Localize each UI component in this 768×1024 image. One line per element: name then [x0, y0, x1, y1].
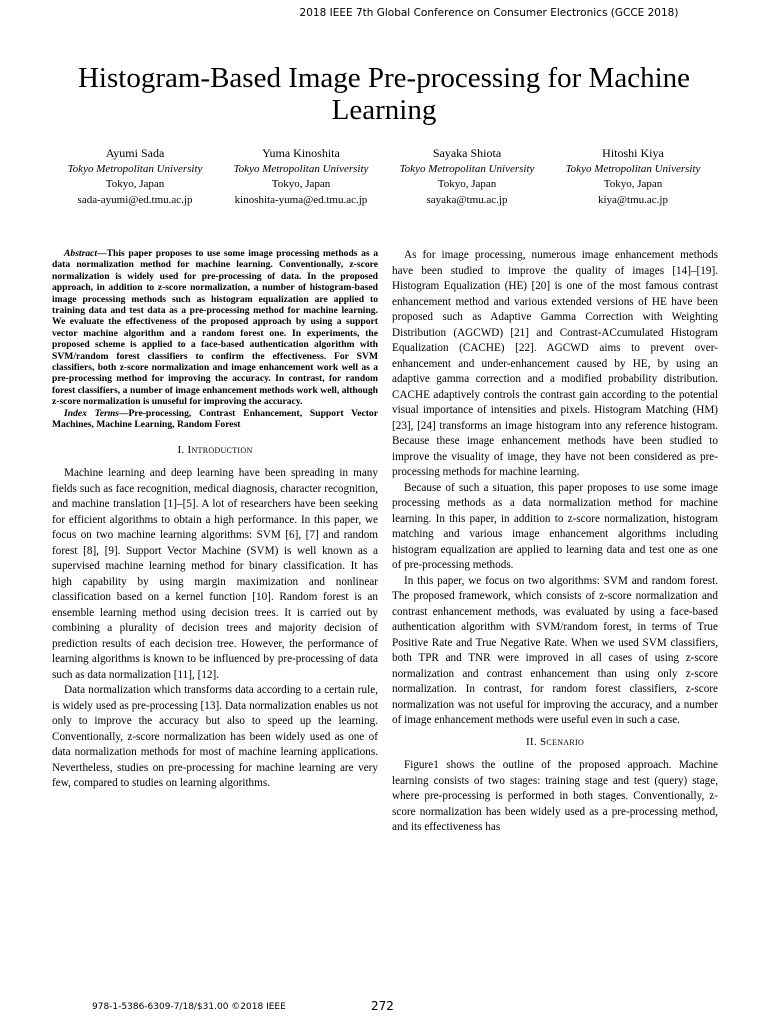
author-location: Tokyo, Japan [437, 178, 497, 190]
abstract-label: Abstract [64, 248, 98, 259]
abstract [52, 248, 378, 408]
author-name: Sayaka Shiota [432, 146, 502, 160]
paragraph: As for image processing, numerous image enhancement methods have been studied to improve the quality of images [14]–[19]. Histogram Equalization (HE) [20] is one of the most famous contrast enhancement method and various extended versions of HE have been proposed such as Adaptive Gamma Correction with Weighting Distribution (AGCWD) [21] and Contrast-ACcumulated Histogram Equalization (CACHE) [22]. AGCWD aims to prevent over-enhancement and under-enhancement caused by HE, by using an adaptive gamma correction and a modified probability distribution. CACHE adaptively controls the contrast gain according to the potential visual importance of intensities and pixels. Histogram Matching (HM) [23], [24] transforms an image histogram into any reference histogram. Because these image enhancement methods have been studied to improve the visuality of image, they have not been considered as pre-processing methods for machine learning. [392, 249, 718, 478]
paragraph: Figure1 shows the outline of the proposed approach. Machine learning consists of two stages: training stage and test (query) stage, where pre-processing is performed in both stages. Conventionally, z-score normalization has been widely used as a pre-processing method, and its effectiveness has [392, 759, 718, 833]
paper-title: Histogram-Based Image Pre-processing for Machine Learning [77, 62, 691, 126]
author-1 [52, 146, 218, 208]
author-location: Tokyo, Japan [105, 178, 165, 190]
abstract-text: —This paper proposes to use some image processing methods as a data normalization method for machine learning. Conventionally, z-score normalization is widely used for pre-processing of data. In the proposed approach, in addition to z-score normalization, a number of histogram-based image processing methods such as histogram equalization are applied to training data and test data as a pre-processing method for machine learning. We evaluate the effectiveness of the proposed approach by using a support vector machine algorithm and a random forest one. In experiments, the proposed scheme is applied to a face-based authentication algorithm with SVM/random forest classifiers to confirm the effectiveness. For SVM classifiers, both z-score normalization and image enhancement work well as a pre-processing method for improving the accuracy. In contrast, for random forest classifiers, a number of image enhancement methods work well, although z-score normalization is unuseful for improving the accuracy. [52, 248, 378, 408]
author-affiliation: Tokyo Metropolitan University [565, 162, 701, 175]
left-column [52, 248, 378, 792]
author-block [52, 146, 716, 208]
index-terms-label: Index Terms [64, 407, 119, 419]
author-location: Tokyo, Japan [603, 178, 663, 190]
section-title: Introduction [187, 443, 253, 456]
section-number: II. [525, 735, 540, 748]
conference-header: 2018 IEEE 7th Global Conference on Consumer Electronics (GCCE 2018) [299, 7, 679, 19]
index-terms [52, 408, 378, 431]
index-terms-text: —Pre-processing, Contrast Enhancement, Support Vector Machines, Machine Learning, Random Forest [52, 407, 378, 431]
author-affiliation: Tokyo Metropolitan University [67, 162, 203, 175]
section-title: Scenario [539, 735, 585, 748]
page-number: 272 [371, 999, 394, 1013]
author-email: kinoshita-yuma@ed.tmu.ac.jp [234, 193, 368, 206]
section-number: I. [177, 443, 188, 456]
author-name: Yuma Kinoshita [262, 146, 340, 160]
author-affiliation: Tokyo Metropolitan University [233, 162, 369, 175]
author-email: sayaka@tmu.ac.jp [426, 193, 508, 206]
author-location: Tokyo, Japan [271, 178, 331, 190]
author-name: Ayumi Sada [105, 146, 165, 160]
author-2 [218, 146, 384, 208]
paragraph: Data normalization which transforms data according to a certain rule, is widely used as pre-processing [13]. Data normalization enables us not only to improve the accuracy but also to speed up the learning. Conventionally, z-score normalization has been widely used as one of data normalization methods for most of machine learning applications. Nevertheless, studies on pre-processing for machine learning are very few, compared to studies on learning algorithms. [52, 684, 378, 789]
section-heading-scenario [392, 735, 718, 751]
author-email: kiya@tmu.ac.jp [597, 193, 668, 206]
author-name: Hitoshi Kiya [602, 146, 664, 160]
right-column [392, 248, 718, 836]
footer-isbn: 978-1-5386-6309-7/18/$31.00 ©2018 IEEE [92, 1002, 286, 1012]
section-heading-introduction [52, 443, 378, 459]
author-3 [384, 146, 550, 208]
author-email: sada-ayumi@ed.tmu.ac.jp [77, 193, 193, 206]
paragraph: Because of such a situation, this paper proposes to use some image processing methods as a data normalization method for machine learning. In this paper, in addition to z-score normalization, histogram matching and various image enhancement algorithms including histogram equalization are applied to learning data and test one as one of pre-processing methods. [392, 481, 718, 571]
paragraph: In this paper, we focus on two algorithms: SVM and random forest. The proposed framework, which consists of z-score normalization and contrast enhancement methods, was evaluated by using a face-based authentication algorithm with SVM/random forest, in terms of True Positive Rate and True Negative Rate. When we used SVM classifiers, both TPR and TNR were improved in all cases of using z-score normalization and contrast enhancement than using only z-score normalization. In contrast, for random forest classifiers, z-score normalization was not useful for improving the accuracy, and a number of image enhancement methods were useful even in such a case. [392, 574, 718, 726]
author-affiliation: Tokyo Metropolitan University [399, 162, 535, 175]
author-4 [550, 146, 716, 208]
paragraph: Machine learning and deep learning have been spreading in many fields such as face recognition, medical diagnosis, character recognition, and machine translation [1]–[5]. A lot of researchers have been seeking for efficient algorithms to obtain a high performance. In this paper, we focus on two machine learning algorithms: SVM [6], [7] and random forest [8], [9]. Support Vector Machine (SVM) is well known as a supervised machine learning method for binary classification. It has high capability by using margin maximization and nonlinear classification based on a kernel function [10]. Random forest is an ensemble learning method using decision trees. It is carried out by combining a plurality of decision trees and majority decision of prediction results of each decision tree. However, the performance of learning algorithms is known to be influenced by pre-processing of data such as data normalization [11], [12]. [52, 467, 378, 681]
